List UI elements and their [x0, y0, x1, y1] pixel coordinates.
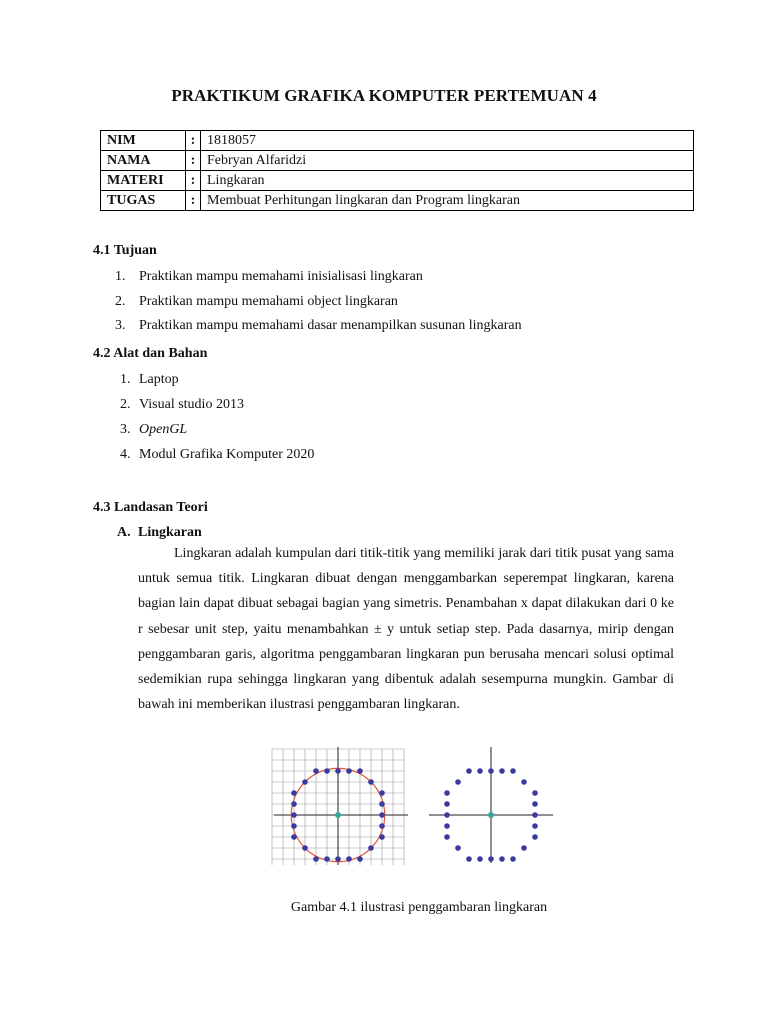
circle-point	[532, 834, 538, 840]
section-heading-teori: 4.3 Landasan Teori	[93, 500, 208, 515]
circle-point	[532, 801, 538, 807]
circle-point	[499, 856, 505, 862]
list-text: Praktikan mampu memahami inisialisasi lingkaran	[139, 269, 423, 284]
list-item	[115, 269, 423, 285]
info-key: MATERI	[101, 171, 186, 191]
circle-point	[302, 779, 308, 785]
info-row-tugas	[101, 191, 694, 211]
circle-point	[291, 834, 297, 840]
list-item	[120, 447, 314, 463]
list-text: OpenGL	[139, 422, 188, 437]
info-value: 1818057	[201, 131, 694, 151]
circle-point	[368, 779, 374, 785]
info-row-nama	[101, 151, 694, 171]
list-number: 1.	[115, 269, 126, 284]
circle-point	[510, 856, 516, 862]
circle-point	[346, 768, 352, 774]
list-item	[115, 318, 522, 334]
circle-point	[324, 768, 330, 774]
info-key: NIM	[101, 131, 186, 151]
info-table	[100, 130, 694, 211]
circle-point	[379, 823, 385, 829]
circle-point	[291, 823, 297, 829]
circle-point	[466, 856, 472, 862]
circle-point	[510, 768, 516, 774]
list-text: Visual studio 2013	[139, 397, 244, 412]
center-point	[488, 812, 494, 818]
list-number: 3.	[115, 318, 126, 333]
circle-point	[324, 856, 330, 862]
info-value: Febryan Alfaridzi	[201, 151, 694, 171]
sub-heading-letter: A.	[117, 525, 131, 540]
circle-point	[455, 779, 461, 785]
circle-point	[368, 845, 374, 851]
circle-point	[291, 790, 297, 796]
circle-point	[335, 768, 341, 774]
paragraph-text: Lingkaran adalah kumpulan dari titik-titik yang memiliki jarak dari titik pusat yang sama untuk semua titik. Lingkaran dibuat dengan menggambarkan seperempat lingkaran, karena bagian lain dapat dibuat sebagai bagian yang simetris. Penambahan x dapat dilakukan dari 0 ke r sebesar unit step, yaitu menambahkan ± y untuk setiap step. Pada dasarnya, mirip dengan penggambaran garis, algoritma penggambaran lingkaran pun berusaha mencari solusi optimal sedemikian rupa sehingga lingkaran yang dibentuk adalah sesempurna mungkin. Gambar di bawah ini memberikan ilustrasi penggambaran lingkaran.	[138, 546, 674, 713]
circle-point	[521, 779, 527, 785]
list-item	[120, 422, 187, 438]
circle-point	[466, 768, 472, 774]
sub-heading	[117, 525, 202, 541]
list-number: 1.	[120, 372, 131, 387]
circle-point	[499, 768, 505, 774]
info-separator: :	[186, 131, 201, 151]
circle-point	[302, 845, 308, 851]
figure-caption: Gambar 4.1 ilustrasi penggambaran lingkaran	[290, 900, 548, 915]
circle-point	[444, 823, 450, 829]
circle-point	[444, 790, 450, 796]
circle-point	[313, 856, 319, 862]
grid-circle-diagram	[272, 747, 408, 865]
paragraph-lingkaran	[138, 541, 674, 717]
circle-point	[379, 790, 385, 796]
list-text: Praktikan mampu memahami object lingkaran	[139, 294, 398, 309]
dot-circle-diagram	[429, 747, 553, 863]
list-text: Praktikan mampu memahami dasar menampilkan susunan lingkaran	[139, 318, 522, 333]
sub-heading-title: Lingkaran	[138, 525, 202, 540]
circle-point	[379, 834, 385, 840]
circle-point	[477, 856, 483, 862]
page-title: PRAKTIKUM GRAFIKA KOMPUTER PERTEMUAN 4	[171, 86, 597, 105]
circle-point	[444, 801, 450, 807]
list-number: 2.	[115, 294, 126, 309]
list-item	[115, 294, 398, 310]
circle-point	[346, 856, 352, 862]
circle-point	[488, 768, 494, 774]
circle-point	[357, 856, 363, 862]
info-row-nim	[101, 131, 694, 151]
circle-point	[379, 812, 385, 818]
list-number: 4.	[120, 447, 131, 462]
info-separator: :	[186, 171, 201, 191]
circle-point	[291, 801, 297, 807]
circle-point	[357, 768, 363, 774]
circle-point	[532, 812, 538, 818]
circle-point	[532, 823, 538, 829]
section-heading-tujuan: 4.1 Tujuan	[93, 243, 157, 258]
list-number: 2.	[120, 397, 131, 412]
circle-point	[444, 812, 450, 818]
circle-point	[455, 845, 461, 851]
list-item	[120, 372, 179, 388]
info-separator: :	[186, 151, 201, 171]
list-number: 3.	[120, 422, 131, 437]
circle-point	[313, 768, 319, 774]
list-item	[120, 397, 244, 413]
circle-point	[488, 856, 494, 862]
info-key: TUGAS	[101, 191, 186, 211]
info-value: Membuat Perhitungan lingkaran dan Program lingkaran	[201, 191, 694, 211]
info-value: Lingkaran	[201, 171, 694, 191]
list-text: Modul Grafika Komputer 2020	[139, 447, 315, 462]
circle-point	[521, 845, 527, 851]
info-row-materi	[101, 171, 694, 191]
circle-illustration-figure	[270, 745, 570, 865]
info-key: NAMA	[101, 151, 186, 171]
circle-point	[477, 768, 483, 774]
circle-point	[444, 834, 450, 840]
list-text: Laptop	[139, 372, 179, 387]
circle-point	[335, 856, 341, 862]
info-separator: :	[186, 191, 201, 211]
circle-point	[291, 812, 297, 818]
circle-point	[532, 790, 538, 796]
center-point	[335, 812, 341, 818]
section-heading-alat: 4.2 Alat dan Bahan	[93, 346, 208, 361]
circle-point	[379, 801, 385, 807]
